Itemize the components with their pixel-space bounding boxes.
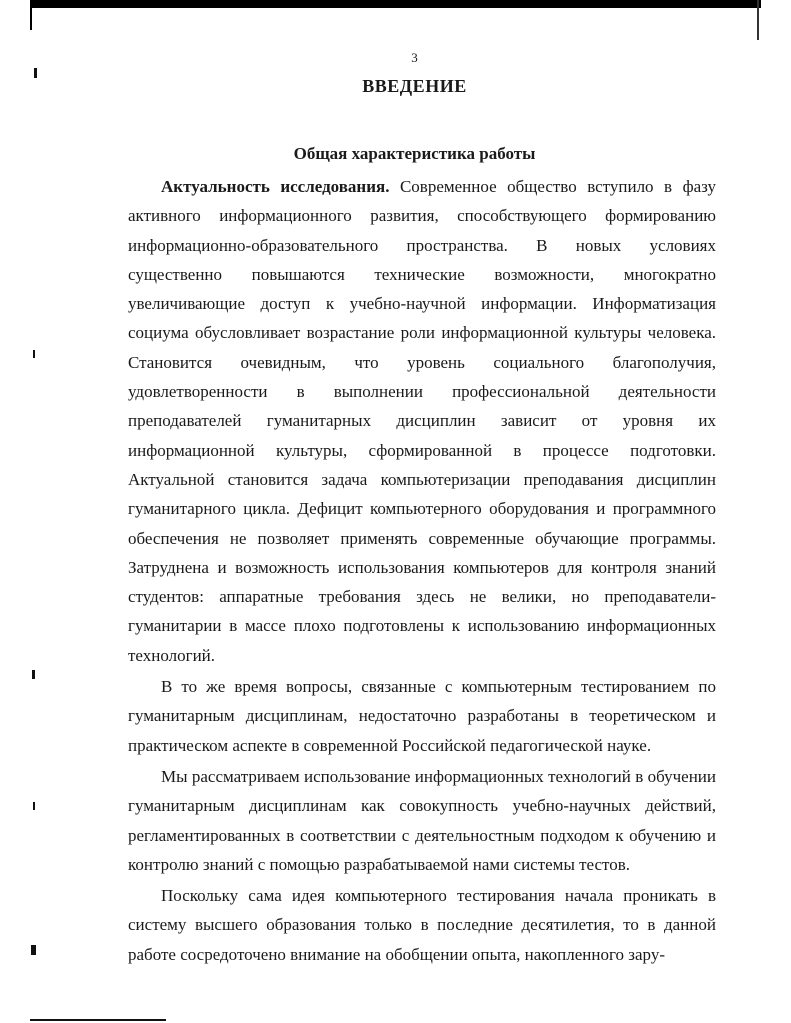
- scan-left-edge: [30, 0, 32, 30]
- scan-top-edge: [30, 0, 761, 8]
- paragraph: [128, 881, 716, 969]
- paragraph: [128, 762, 716, 879]
- binding-hole-mark: [33, 350, 35, 358]
- paragraph: [128, 672, 716, 760]
- document-body: [128, 172, 716, 969]
- paragraph-lead: Актуальность исследования.: [161, 177, 390, 196]
- chapter-title: ВВЕДЕНИЕ: [362, 76, 467, 96]
- scan-bottom-edge: [30, 1019, 166, 1021]
- binding-hole-mark: [31, 945, 36, 955]
- paragraph-text: В то же время вопросы, связанные с компьютерным тестированием по гуманитарным дисциплинам, недостаточно разработаны в теоретическом и практическом аспекте в современной Российской педагогической науке.: [128, 677, 716, 755]
- paragraph: [128, 172, 716, 670]
- paragraph-text: Поскольку сама идея компьютерного тестирования начала проникать в систему высшего образования только в последние десятилетия, то в данной работе сосредоточено внимание на обобщении опыта, накопленного зару-: [128, 886, 716, 964]
- binding-hole-mark: [33, 802, 35, 810]
- page-number: 3: [411, 50, 418, 65]
- paragraph-text: Современное общество вступило в фазу активного информационного развития, способствующего формированию информационно-образовательного пространства. В новых условиях существенно повышаются технические возможности, многократно увеличивающие доступ к учебно-научной информации. Информатизация социума обусловливает возрастание роли информационной культуры человека. Становится очевидным, что уровень социального благополучия, удовлетворенности в выполнении профессиональной деятельности преподавателей гуманитарных дисциплин зависит от уровня их информационной культуры, сформированной в процессе подготовки. Актуальной становится задача компьютеризации преподавания дисциплин гуманитарного цикла. Дефицит компьютерного оборудования и программного обеспечения не позволяет применять современные обучающие программы. Затруднена и возможность использования компьютеров для контроля знаний студентов: аппаратные требования здесь не велики, но преподаватели-гуманитарии в массе плохо подготовлены к использованию информационных технологий.: [128, 177, 716, 665]
- scan-right-edge: [757, 0, 759, 40]
- paragraph-text: Мы рассматриваем использование информационных технологий в обучении гуманитарным дисциплинам как совокупность учебно-научных действий, регламентированных в соответствии с деятельностным подходом к обучению и контролю знаний с помощью разрабатываемой нами системы тестов.: [128, 766, 716, 874]
- binding-hole-mark: [32, 670, 35, 679]
- section-title: Общая характеристика работы: [293, 144, 536, 163]
